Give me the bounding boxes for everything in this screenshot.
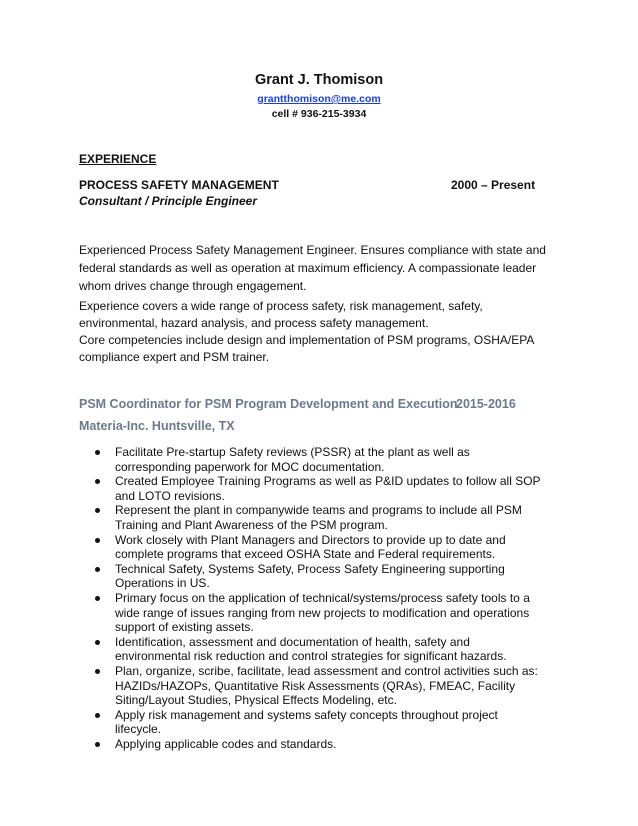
list-item: Identification, assessment and documentation of health, safety and environmental risk reduction and control strategies for significant hazards. — [94, 635, 544, 664]
role-title: PROCESS SAFETY MANAGEMENT — [79, 178, 279, 192]
list-item: Represent the plant in companywide teams and programs to include all PSM Training and Plant Awareness of the PSM program. — [94, 503, 544, 532]
list-item: Work closely with Plant Managers and Directors to provide up to date and complete programs that exceed OSHA State and Federal requirements. — [94, 533, 544, 562]
summary-paragraph: Experienced Process Safety Management Engineer. Ensures compliance with state and federal standards as well as operation at maximum efficiency. A compassionate leader whom drives change through engagement. — [79, 243, 546, 293]
list-item: Technical Safety, Systems Safety, Process Safety Engineering supporting Operations in US. — [94, 562, 544, 591]
job-title-line — [79, 396, 549, 413]
list-item: Apply risk management and systems safety concepts throughout project lifecycle. — [94, 708, 544, 737]
job-title: PSM Coordinator for PSM Program Development and Execution — [79, 397, 458, 411]
candidate-name: Grant J. Thomison — [254, 72, 384, 88]
resume-header — [0, 72, 638, 121]
job-company: Materia-Inc. Huntsville, TX — [79, 419, 235, 433]
competencies-paragraph: Core competencies include design and implementation of PSM programs, OSHA/EPA compliance expert and PSM trainer. — [79, 333, 534, 364]
role-subtitle: Consultant / Principle Engineer — [79, 194, 258, 208]
list-item: Created Employee Training Programs as well as P&ID updates to follow all SOP and LOTO revisions. — [94, 474, 544, 503]
list-item: Applying applicable codes and standards. — [94, 737, 544, 752]
email-link[interactable]: grantthomison@me.com — [257, 93, 381, 105]
job-bullet-list — [94, 445, 544, 751]
job-dates: 2015-2016 — [456, 397, 516, 411]
role-line — [79, 177, 549, 194]
list-item: Facilitate Pre-startup Safety reviews (PSSR) at the plant as well as corresponding paperwork for MOC documentation. — [94, 445, 544, 474]
list-item: Primary focus on the application of technical/systems/process safety tools to a wide range of issues ranging from new projects to modification and operations support of existing assets. — [94, 591, 544, 635]
experience-heading: EXPERIENCE — [79, 152, 157, 166]
cell-phone: cell # 936-215-3934 — [271, 108, 367, 120]
list-item: Plan, organize, scribe, facilitate, lead assessment and control activities such as: HAZIDs/HAZOPs, Quantitative Risk Assessments (QRAs), FMEAC, Facility Siting/Layout Studies, Physical Effects Modeling, etc. — [94, 664, 544, 708]
experience-paragraph: Experience covers a wide range of process safety, risk management, safety, environmental, hazard analysis, and process safety management. — [79, 299, 483, 330]
role-dates: 2000 – Present — [451, 178, 536, 192]
